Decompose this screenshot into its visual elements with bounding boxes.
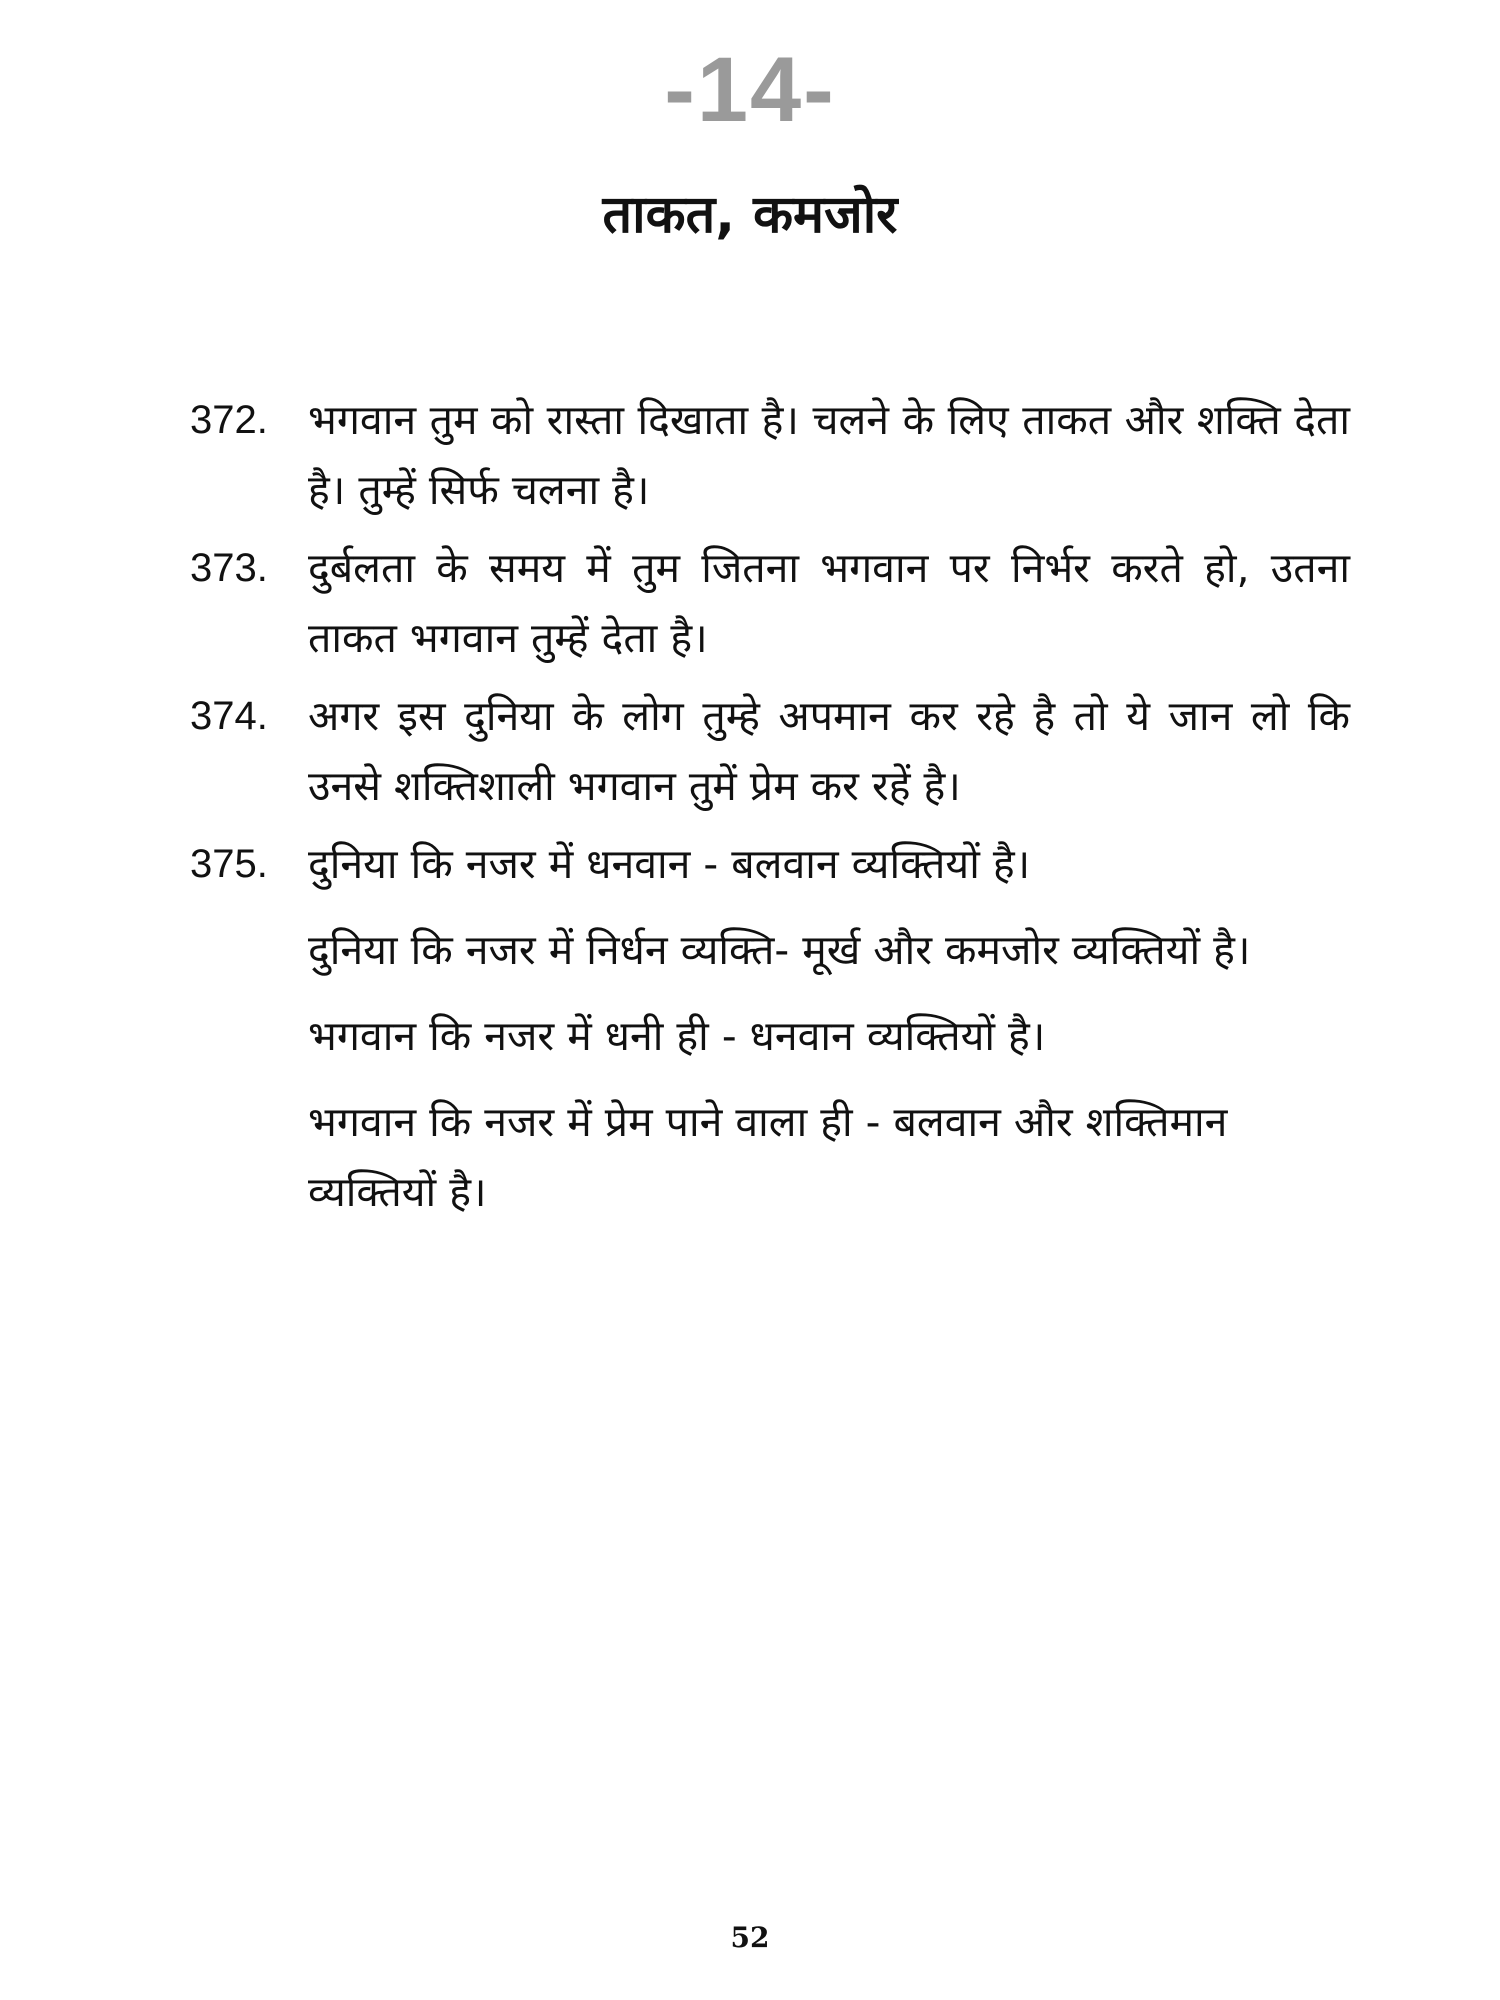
- entry-text: भगवान तुम को रास्ता दिखाता है। चलने के लिए ताकत और शक्ति देता है। तुम्हें सिर्फ चलना है।: [308, 396, 1350, 514]
- entry-text: दुर्बलता के समय में तुम जितना भगवान पर निर्भर करते हो, उतना ताकत भगवान तुम्हें देता है।: [308, 544, 1350, 662]
- entry-375: [190, 829, 1350, 899]
- entry-number: 375.: [190, 842, 268, 886]
- chapter-title: ताकत, कमजोर: [602, 185, 898, 245]
- entry-text: दुनिया कि नजर में धनवान - बलवान व्यक्तियों है।: [308, 840, 1031, 888]
- page-number: 52: [730, 1921, 770, 1954]
- entry-373: [190, 533, 1350, 673]
- entry-372: [190, 385, 1350, 525]
- page-content: [190, 385, 1350, 1235]
- entry-374: [190, 681, 1350, 821]
- sub-paragraph: भगवान कि नजर में प्रेम पाने वाला ही - बलवान और शक्तिमान व्यक्तियों है।: [308, 1098, 1228, 1216]
- sub-paragraph: भगवान कि नजर में धनी ही - धनवान व्यक्तियों है।: [308, 1012, 1046, 1060]
- chapter-number: -14-: [664, 39, 836, 141]
- entry-number: 374.: [190, 694, 268, 738]
- entry-number: 372.: [190, 398, 268, 442]
- entry-number: 373.: [190, 546, 268, 590]
- sub-paragraph: दुनिया कि नजर में निर्धन व्यक्ति- मूर्ख और कमजोर व्यक्तियों है।: [308, 926, 1251, 974]
- entry-text: अगर इस दुनिया के लोग तुम्हे अपमान कर रहे है तो ये जान लो कि उनसे शक्तिशाली भगवान तुमें प्रेम कर रहें है।: [308, 692, 1350, 810]
